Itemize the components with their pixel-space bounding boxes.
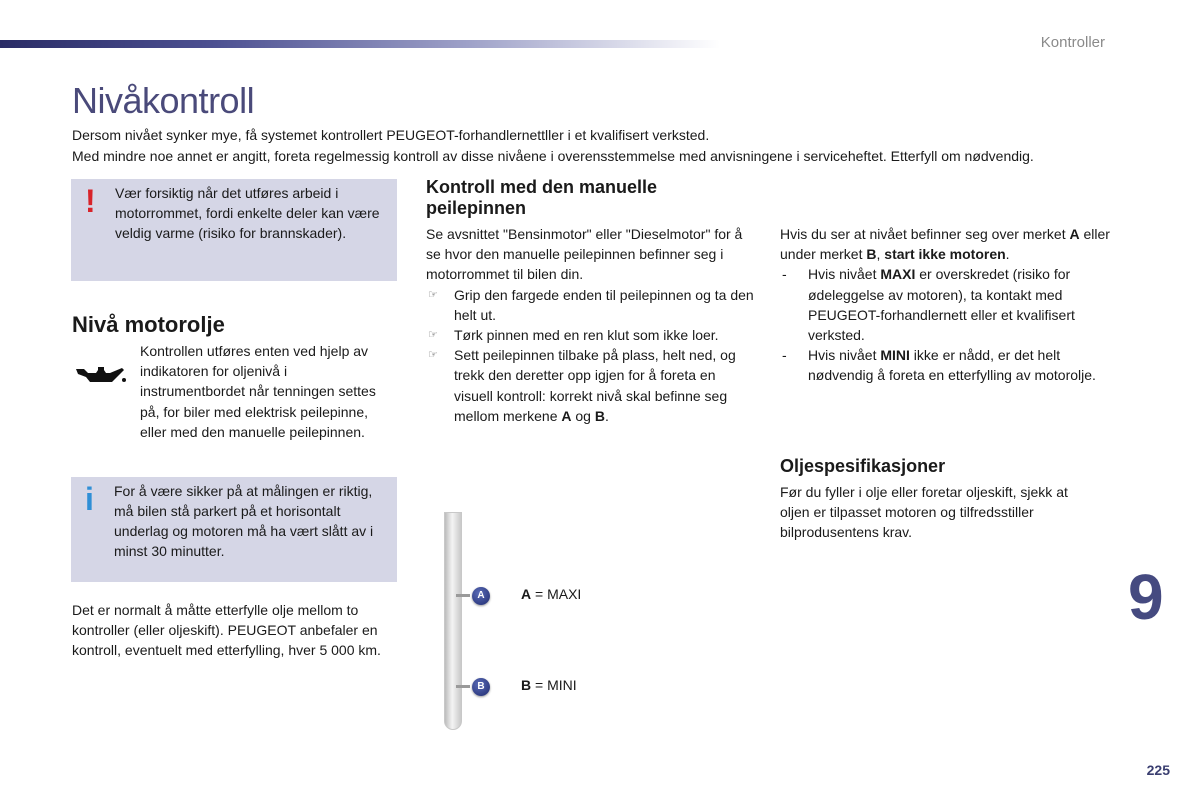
- hand-pointer-icon: ☞: [428, 329, 438, 342]
- oil-spec-heading: Oljespesifikasjoner: [780, 456, 946, 476]
- min-tick: [456, 685, 470, 688]
- header-bar: [0, 40, 720, 48]
- oil-level-text: Kontrollen utføres enten ved hjelp av indikatoren for oljenivå i instrumentbordet når tenningen settes på, for biler med elektrisk peilepinne, eller med den manuelle peilepinnen.: [140, 343, 376, 440]
- oil-can-icon: [74, 360, 128, 390]
- manual-intro: Se avsnittet "Bensinmotor" eller "Dieselmotor" for å se hvor den manuelle peilepinnen befinner seg i motorrommet til bilen din.: [426, 226, 743, 283]
- page-title: Nivåkontroll: [72, 80, 255, 121]
- dipstick-illustration: [444, 512, 462, 730]
- section-label: Kontroller: [1040, 34, 1105, 51]
- intro-text: [72, 125, 1152, 167]
- marker-a-icon: A: [472, 587, 490, 605]
- min-label: B = MINI: [521, 677, 577, 693]
- intro-line-2: Med mindre noe annet er angitt, foreta regelmessig kontroll av disse nivåene i overensstemmelse med anvisningene i serviceheftet. Etterfyll om nødvendig.: [72, 148, 1034, 164]
- list-item: ☞ Tørk pinnen med en ren klut som ikke loer.: [426, 325, 756, 345]
- page-number: 225: [1146, 762, 1170, 778]
- list-item: - Hvis nivået MINI ikke er nådd, er det helt nødvendig å foreta en etterfylling av motorolje.: [782, 347, 1096, 384]
- level-check-section: [780, 224, 1110, 386]
- manual-steps: [426, 285, 756, 426]
- info-icon: i: [85, 481, 94, 517]
- oil-spec-text: Før du fyller i olje eller foretar oljeskift, sjekk at oljen er tilpasset motoren og tilfredsstiller bilprodusentens krav.: [780, 484, 1068, 541]
- refill-note: Det er normalt å måtte etterfylle olje mellom to kontroller (eller oljeskift). PEUGEOT anbefaler en kontroll, eventuelt med etterfylling, hver 5 000 km.: [72, 602, 381, 659]
- hand-pointer-icon: ☞: [428, 349, 438, 362]
- max-label: A = MAXI: [521, 586, 582, 602]
- list-item: - Hvis nivået MAXI er overskredet (risiko for ødeleggelse av motoren), ta kontakt med PEUGEOT-forhandlernett eller et kvalifisert verksted.: [782, 266, 1075, 344]
- warning-box: [71, 179, 397, 281]
- level-check-intro: Hvis du ser at nivået befinner seg over merket A eller under merket B, start ikke motoren.: [780, 226, 1110, 263]
- warning-icon: !: [85, 183, 96, 219]
- chapter-number: 9: [1128, 561, 1164, 633]
- intro-line-1: Dersom nivået synker mye, få systemet kontrollert PEUGEOT-forhandlernettller i et kvalifisert verksted.: [72, 127, 710, 143]
- warning-text: Vær forsiktig når det utføres arbeid i motorrommet, fordi enkelte deler kan være veldig varme (risiko for brannskader).: [115, 185, 380, 241]
- manual-dipstick-heading: Kontroll med den manuelle peilepinnen: [426, 177, 658, 218]
- level-check-list: [780, 264, 1110, 385]
- info-box: [71, 477, 397, 582]
- oil-level-heading: Nivå motorolje: [72, 312, 225, 337]
- manual-dipstick-section: [426, 224, 756, 426]
- hand-pointer-icon: ☞: [428, 288, 438, 301]
- info-text: For å være sikker på at målingen er riktig, må bilen stå parkert på et horisontalt underlag og motoren må ha vært slått av i minst 30 minutter.: [114, 483, 374, 559]
- max-tick: [456, 594, 470, 597]
- marker-b-icon: B: [472, 678, 490, 696]
- list-item: ☞ Sett peilepinnen tilbake på plass, helt ned, og trekk den deretter opp igjen for å foreta en visuell kontroll: korrekt nivå skal befinne seg mellom merkene A og B.: [428, 347, 736, 424]
- list-item: ☞ Grip den fargede enden til peilepinnen og ta den helt ut.: [428, 286, 754, 323]
